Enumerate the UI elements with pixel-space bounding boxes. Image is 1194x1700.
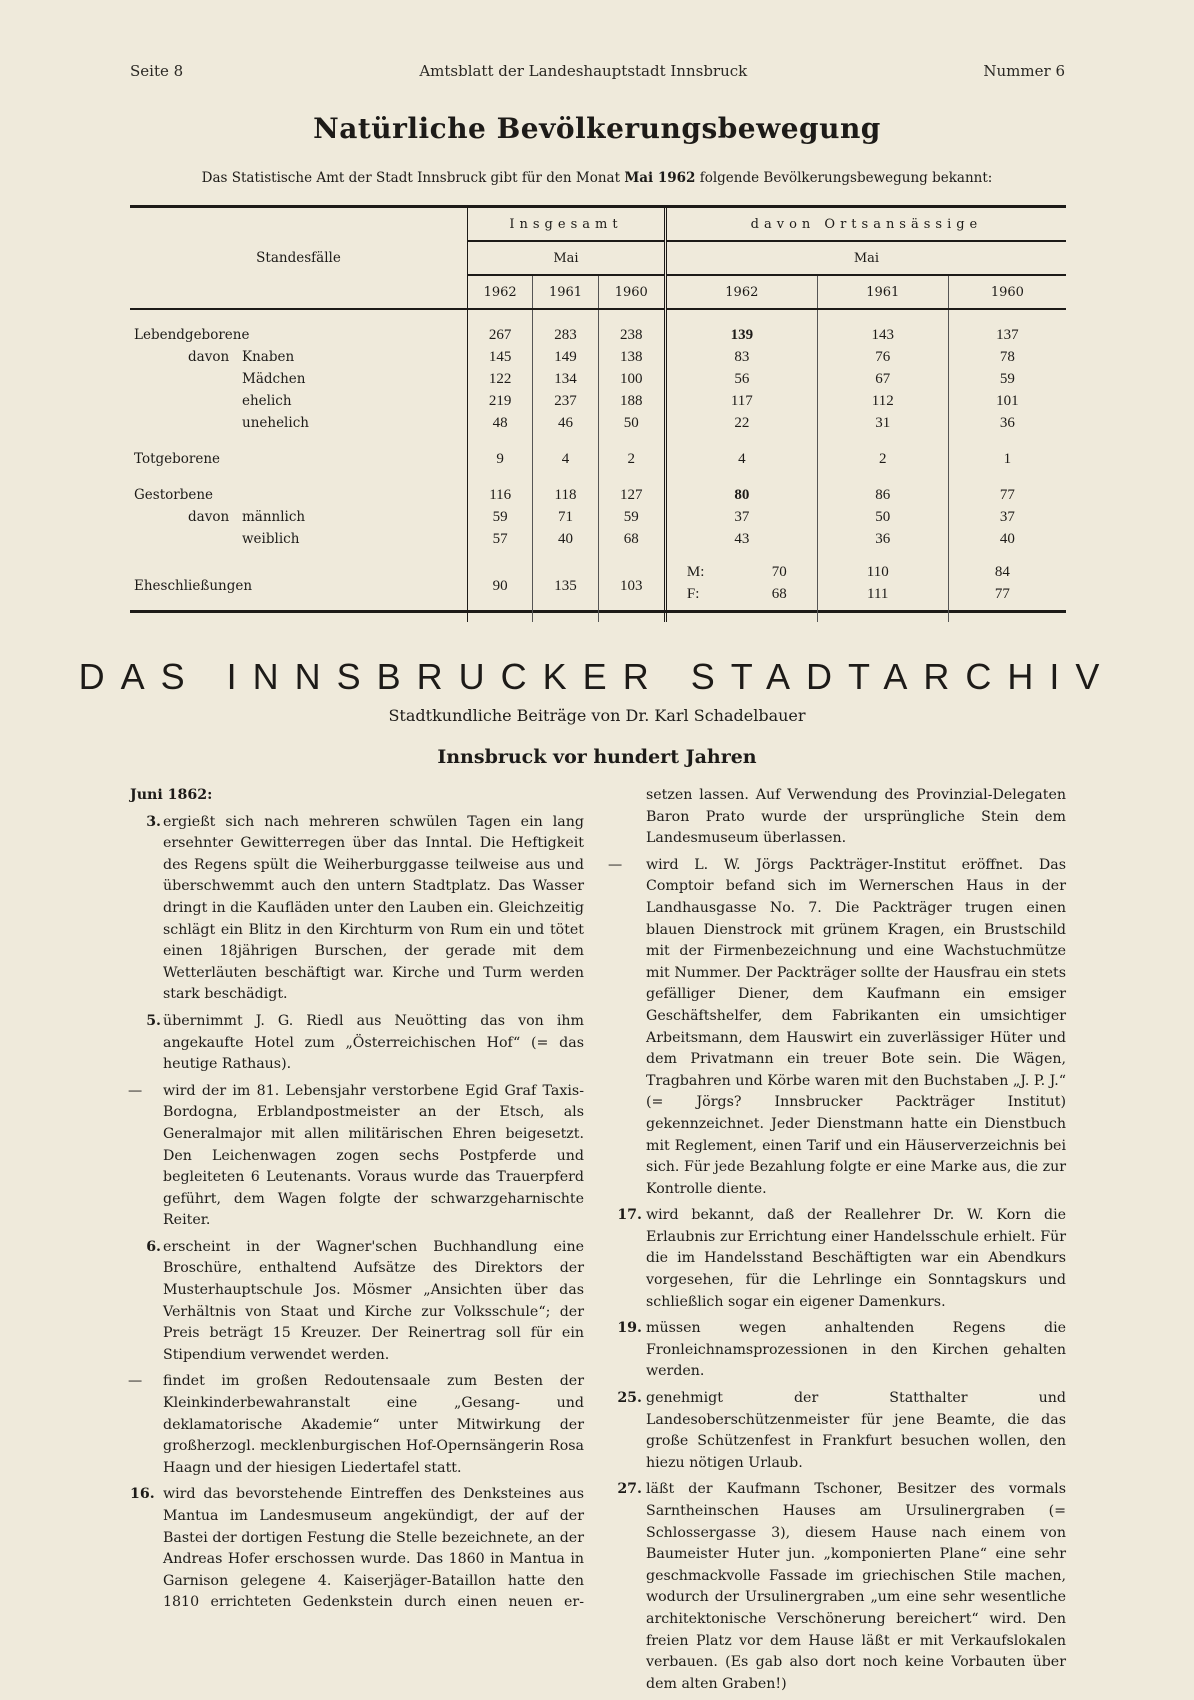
chronicle-entry: [130, 1237, 584, 1367]
female-value: 68: [771, 586, 787, 602]
table-row: [130, 324, 1066, 346]
entry-text: wird der im 81. Lebensjahr verstorbene Egid Graf Taxis-Bordogna, Erblandpostmeister an der Etsch, als Generalmajor mit allen militärischen Ehren beigesetzt. Den Leichenwagen zogen sechs Postpferde und begleiteten 6 Leutenants. Voraus wurde das Trauerpferd geführt, dem Wagen folgte der schwarzgeharnischte Reiter.: [163, 1082, 584, 1229]
spacer-cell: [817, 608, 948, 622]
table-cell: 116: [468, 484, 533, 506]
year-header-1961: 1961: [817, 275, 948, 309]
table-cell: 76: [817, 346, 948, 368]
table-cell: 68: [598, 528, 665, 550]
spacer-cell: [130, 470, 468, 484]
table-cell: 36: [817, 528, 948, 550]
spacer-cell: [533, 550, 598, 564]
spacer-cell: [665, 608, 817, 622]
table-cell: 118: [533, 484, 598, 506]
intro-after: folgende Bevölkerungsbewegung bekannt:: [699, 170, 993, 186]
row-spacer: [130, 550, 1066, 564]
table-cell: 112: [817, 390, 948, 412]
table-cell: 219: [468, 390, 533, 412]
right-column: [608, 785, 1066, 1700]
spacer-cell: [948, 309, 1066, 324]
entry-day: —: [128, 1082, 143, 1099]
year-header-1960: 1960: [598, 275, 665, 309]
spacer-cell: [665, 550, 817, 564]
table-row: [130, 368, 1066, 390]
table-row: [130, 506, 1066, 528]
table-cell: 40: [999, 530, 1015, 547]
female-row: [667, 586, 817, 608]
table-row: [130, 390, 1066, 412]
spacer-cell: [665, 470, 817, 484]
year-header-1962: 1962: [665, 275, 817, 309]
year-header-1960: 1960: [948, 275, 1066, 309]
male-row: [949, 564, 1066, 586]
spacer-cell: [948, 434, 1066, 448]
row-label: [130, 448, 468, 470]
row-label-text: Mädchen: [242, 371, 306, 387]
table-cell: 188: [598, 390, 665, 412]
entry-day: 19.: [617, 1320, 642, 1337]
spacer-cell: [948, 608, 1066, 622]
year-header-1962: 1962: [468, 275, 533, 309]
spacer-cell: [598, 470, 665, 484]
entry-day: —: [608, 856, 623, 873]
table-cell: 100: [598, 368, 665, 390]
table-cell: 1: [1003, 450, 1012, 467]
intro-before: Das Statistische Amt der Stadt Innsbruck gibt für den Monat: [201, 170, 621, 186]
spacer-cell: [817, 309, 948, 324]
table-cell: 46: [533, 412, 598, 434]
table-cell: 86: [817, 484, 948, 506]
entry-day: 5.: [146, 1012, 161, 1029]
table-cell: 9: [468, 448, 533, 470]
female-value: 77: [994, 586, 1010, 602]
table-cell-mf: [948, 564, 1066, 608]
female-label: F:: [686, 586, 700, 602]
spacer-cell: [948, 550, 1066, 564]
table-cell: 90: [468, 564, 533, 608]
spacer-cell: [817, 434, 948, 448]
entry-day: 27.: [617, 1481, 642, 1498]
table-cell: 78: [999, 348, 1015, 365]
spacer-cell: [130, 550, 468, 564]
row-label: [130, 412, 468, 434]
spacer-cell: [468, 550, 533, 564]
female-row: [818, 586, 948, 608]
male-label: M:: [686, 564, 705, 580]
row-spacer: [130, 434, 1066, 448]
table-cell: 283: [533, 324, 598, 346]
table-cell: 4: [533, 448, 598, 470]
table-cell: 37: [665, 506, 817, 528]
table-cell: 56: [665, 368, 817, 390]
entry-day: 3.: [146, 813, 161, 830]
entry-day: —: [128, 1373, 143, 1390]
table-cell: 4: [665, 448, 817, 470]
table-cell: 267: [468, 324, 533, 346]
table-cell: 59: [468, 506, 533, 528]
table-cell: 103: [598, 564, 665, 608]
intro-text: [0, 170, 1194, 186]
table-cell: 2: [817, 448, 948, 470]
table-row: [130, 346, 1066, 368]
table-cell: 59: [598, 506, 665, 528]
publication-title: Amtsblatt der Landeshauptstadt Innsbruck: [419, 62, 748, 80]
table-cell: 237: [533, 390, 598, 412]
month-heading: Juni 1862:: [130, 787, 213, 803]
table-cell: 145: [468, 346, 533, 368]
spacer-cell: [130, 608, 468, 622]
table-row: [130, 412, 1066, 434]
table-cell: 80: [665, 484, 817, 506]
year-header-1961: 1961: [533, 275, 598, 309]
entry-day: 16.: [130, 1486, 155, 1503]
table-cell: 57: [468, 528, 533, 550]
male-row: [667, 564, 817, 586]
row-label: [130, 506, 468, 528]
chronicle-entry: [130, 1371, 584, 1479]
female-row: [949, 586, 1066, 608]
male-value: 84: [994, 564, 1010, 580]
spacer-cell: [533, 309, 598, 324]
spacer-cell: [948, 470, 1066, 484]
male-value: 110: [866, 564, 889, 580]
page-title: Natürliche Bevölkerungsbewegung: [313, 112, 881, 145]
row-label: [130, 484, 468, 506]
spacer-cell: [468, 434, 533, 448]
table-cell: 138: [598, 346, 665, 368]
entry-text: erscheint in der Wagner'schen Buchhandlung eine Broschüre, enthaltend Aufsätze des Direktors der Musterhauptschule Jos. Mösmer „Ansichten über das Verhältnis von Staat und Kirche zur Volksschule“; der Preis beträgt 15 Kreuzer. Der Reinertrag soll für ein Stipendium verwendet werden.: [163, 1238, 584, 1363]
entry-text: genehmigt der Statthalter und Landesoberschützenmeister für jene Beamte, die das große Schützenfest in Frankfurt besuchen wollen, den hiezu nötigen Urlaub.: [646, 1390, 1066, 1471]
table-row: [130, 528, 1066, 550]
chronicle-entry: [608, 855, 1066, 1201]
spacer-cell: [665, 309, 817, 324]
chronicle-entry: [617, 1479, 1066, 1695]
row-label: [130, 346, 468, 368]
continuation-text: setzen lassen. Auf Verwendung des Provinzial-Delegaten Baron Prato wurde der ursprüngliche Stein dem Landesmuseum überlassen.: [646, 787, 1066, 847]
table-row: [130, 448, 1066, 470]
table-cell: 67: [817, 368, 948, 390]
row-spacer: [130, 470, 1066, 484]
intro-month: Mai 1962: [624, 170, 696, 186]
entry-text: wird bekannt, daß der Reallehrer Dr. W. Korn die Erlaubnis zur Errichtung einer Handelsschule erhielt. Für die im Handelsstand Beschäftigten war ein Abendkurs vorgesehen, für die Lehrlinge ein Sonntagskurs und schließlich sogar ein eigener Damenkurs.: [646, 1207, 1066, 1310]
spacer-cell: [468, 608, 533, 622]
female-value: 111: [867, 586, 889, 602]
chronicle-entry: [130, 812, 584, 1006]
table-cell: 71: [533, 506, 598, 528]
entry-text: läßt der Kaufmann Tschoner, Besitzer des vormals Sarntheinschen Hauses am Ursulinergraben (= Schlossergasse 3), diesem Hause nach einem von Baumeister Huter jun. „komponierten Plane“ eine sehr geschmackvolle Fassade im griechischen Stile machen, wodurch der Ursulinergraben „um eine sehr wesentliche architektonische Verschönerung bereichert“ wird. Den freien Platz vor dem Hause läßt er mit Verkaufslokalen verbauen. (Es gab also dort noch keine Vorbauten über dem alten Graben!): [646, 1481, 1066, 1692]
chronicle-entry: [617, 1205, 1066, 1313]
male-value: 70: [771, 564, 787, 580]
male-row: [818, 564, 948, 586]
entry-text: wird das bevorstehende Eintreffen des Denksteines aus Mantua im Landesmuseum angekündigt, der auf der Bastei der dortigen Festung die Stelle bezeichnete, an der Andreas Hofer erschossen wurde. Das 1860 in Mantua in Garnison gelegene 4. Kaiserjäger-Bataillon hatte den 1810 errichteten Gedenkstein durch einen neuen er-: [163, 1486, 584, 1611]
table-row: [130, 484, 1066, 506]
table-cell: 134: [533, 368, 598, 390]
row-label-text: Totgeborene: [134, 451, 221, 467]
spacer-cell: [130, 434, 468, 448]
entry-text: findet im großen Redoutensaale zum Besten der Kleinkinderbewahranstalt eine „Gesang- und deklamatorische Akademie“ unter Mitwirkung der großherzogl. mecklenburgischen Hof-Opernsängerin Rosa Haagn und der hiesigen Liedertafel statt.: [163, 1373, 584, 1476]
table-cell: 43: [665, 528, 817, 550]
spacer-cell: [665, 434, 817, 448]
row-label-text: männlich: [242, 509, 306, 525]
group-header-insgesamt: Insgesamt: [468, 208, 666, 241]
statistics-table: [130, 205, 1066, 613]
spacer-cell: [533, 608, 598, 622]
spacer-cell: [598, 550, 665, 564]
table-cell: 117: [665, 390, 817, 412]
row-spacer: [130, 309, 1066, 324]
table-cell: 48: [468, 412, 533, 434]
section-title: DAS INNSBRUCKER STADTARCHIV: [78, 656, 1116, 697]
chronicle-entry: [617, 1318, 1066, 1383]
spacer-cell: [598, 608, 665, 622]
table-cell: 139: [665, 324, 817, 346]
chronicle-entry: [130, 1484, 584, 1614]
spacer-cell: [598, 434, 665, 448]
table-cell-mf: [665, 564, 817, 608]
table-cell: 37: [999, 508, 1015, 525]
row-label-text: ehelich: [242, 393, 292, 409]
table-cell: 238: [598, 324, 665, 346]
chronicle-entry: [130, 1081, 584, 1232]
table-cell: 83: [665, 346, 817, 368]
article-heading: Innsbruck vor hundert Jahren: [437, 746, 757, 768]
row-label-text: unehelich: [242, 415, 309, 431]
table-cell: 143: [817, 324, 948, 346]
page-number: Seite 8: [130, 62, 184, 80]
table-cell: 127: [598, 484, 665, 506]
table-cell: 50: [598, 412, 665, 434]
entry-day: 25.: [617, 1390, 642, 1407]
group-header-ortsansaessige: davon Ortsansässige: [665, 208, 1066, 241]
row-label-prefix: davon: [188, 349, 230, 365]
row-label-text: Knaben: [242, 349, 295, 365]
row-label-text: Lebendgeborene: [134, 327, 250, 343]
table-cell: 137: [996, 326, 1019, 343]
table-cell: 77: [999, 486, 1015, 503]
table-cell: 2: [598, 448, 665, 470]
spacer-cell: [468, 309, 533, 324]
table-cell: 50: [817, 506, 948, 528]
table-row-marriages: [130, 564, 1066, 608]
entry-text: müssen wegen anhaltenden Regens die Fronleichnamsprozessionen in den Kirchen gehalten werden.: [646, 1320, 1066, 1380]
row-label: [130, 368, 468, 390]
chronicle-entry: [617, 1388, 1066, 1474]
left-column: [130, 785, 584, 1619]
month-header: Mai: [468, 241, 666, 275]
spacer-cell: [817, 550, 948, 564]
entry-day: 17.: [617, 1207, 642, 1224]
row-label-prefix: davon: [188, 509, 230, 525]
row-label-text: Gestorbene: [134, 487, 214, 503]
table-cell: 122: [468, 368, 533, 390]
row-label: [130, 528, 468, 550]
spacer-cell: [468, 470, 533, 484]
table-cell: 40: [533, 528, 598, 550]
spacer-cell: [533, 470, 598, 484]
row-label-text: weiblich: [242, 531, 300, 547]
table-cell: 135: [533, 564, 598, 608]
running-header: [130, 62, 1065, 80]
section-subtitle: Stadtkundliche Beiträge von Dr. Karl Schadelbauer: [388, 706, 806, 725]
table-cell: 149: [533, 346, 598, 368]
spacer-cell: [598, 309, 665, 324]
table-cell-mf: [817, 564, 948, 608]
table-cell: 101: [996, 392, 1019, 409]
spacer-cell: [533, 434, 598, 448]
table-cell: 59: [999, 370, 1015, 387]
row-label: [130, 390, 468, 412]
entry-text: übernimmt J. G. Riedl aus Neuötting das von ihm angekaufte Hotel zum „Österreichischen Hof“ (= das heutige Rathaus).: [163, 1012, 584, 1073]
entry-text: wird L. W. Jörgs Packträger-Institut eröffnet. Das Comptoir befand sich im Wernerschen Haus in der Landhausgasse No. 7. Die Packträger trugen einen blauen Dienstrock mit grünem Kragen, ein Brustschild mit der Firmenbezeichnung und eine Wachstuchmütze mit Nummer. Der Packträger sollte der Hausfrau ein stets gefälliger Diener, dem Kaufmann ein emsiger Geschäftshelfer, dem Fabrikanten ein umsichtiger Arbeitsmann, dem Hauswirt ein zuverlässiger Hüter und dem Privatmann ein treuer Bote sein. Die Wägen, Tragbahren und Körbe waren mit den Buchstaben „J. P. J.“ (= Jörgs? Innsbrucker Packträger Institut) gekennzeichnet. Jeder Dienstmann hatte ein Dienstbuch mit Reglement, einen Tarif und ein Häuserverzeichnis bei sich. Für jede Bezahlung folgte er eine Marke aus, die zur Kontrolle diente.: [646, 856, 1066, 1197]
row-label: [130, 324, 468, 346]
table-cell: 36: [999, 414, 1015, 431]
table-cell: 22: [665, 412, 817, 434]
column-header-standesfaelle: Standesfälle: [130, 208, 468, 309]
month-header: Mai: [665, 241, 1066, 275]
spacer-cell: [817, 470, 948, 484]
entry-text: ergießt sich nach mehreren schwülen Tagen ein lang ersehnter Gewitterregen über das Inntal. Die Heftigkeit des Regens spült die Weiherburggasse teilweise aus und überschwemmt auch den untern Stadtplatz. Das Wasser dringt in die Kaufläden unter den Lauben ein. Gleichzeitig schlägt ein Blitz in den Kirchturm von Rum ein und tötet einen 18jährigen Burschen, der gerade mit dem Wetterläuten beschäftigt war. Kirche und Turm werden stark beschädigt.: [163, 813, 584, 1003]
table-cell: 31: [817, 412, 948, 434]
entry-day: 6.: [146, 1238, 161, 1255]
spacer-cell: [130, 309, 468, 324]
issue-number: Nummer 6: [983, 62, 1065, 80]
chronicle-entry: [130, 1011, 584, 1076]
row-label: Eheschließungen: [130, 564, 468, 608]
row-spacer: [130, 608, 1066, 622]
